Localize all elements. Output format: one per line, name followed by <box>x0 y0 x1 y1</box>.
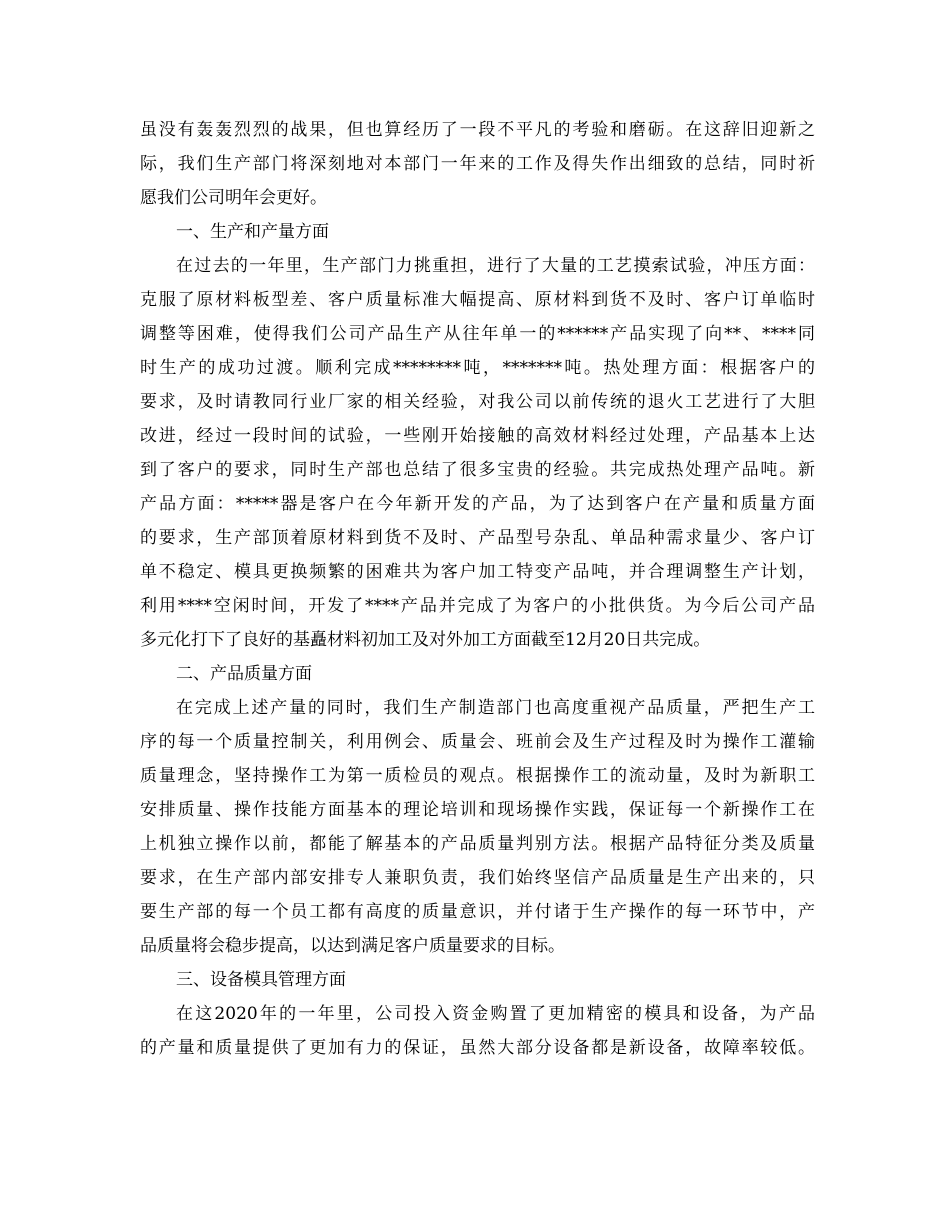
section-heading-production: 一、生产和产量方面 <box>176 222 329 242</box>
body-line: 调整等困难，使得我们公司产品生产从往年单一的******产品实现了向**、****同 <box>140 324 815 344</box>
body-line: 质量理念，坚持操作工为第一质检员的观点。根据操作工的流动量，及时为新职工 <box>140 766 815 786</box>
document-page <box>140 113 815 1065</box>
body-line: 到了客户的要求，同时生产部也总结了很多宝贵的经验。共完成热处理产品吨。新 <box>140 460 815 480</box>
body-line: 的产量和质量提供了更加有力的保证，虽然大部分设备都是新设备，故障率较低。 <box>140 1038 815 1058</box>
body-line: 要求，在生产部内部安排专人兼职负责，我们始终坚信产品质量是生产出来的，只 <box>140 868 815 888</box>
body-line: 利用****空闲时间，开发了****产品并完成了为客户的小批供货。为今后公司产品 <box>140 596 815 616</box>
body-line: 虽没有轰轰烈烈的战果，但也算经历了一段不平凡的考验和磨砺。在这辞旧迎新之 <box>140 120 815 140</box>
body-line: 单不稳定、模具更换频繁的困难共为客户加工特变产品吨，并合理调整生产计划， <box>140 562 815 582</box>
body-line: 际，我们生产部门将深刻地对本部门一年来的工作及得失作出细致的总结，同时祈 <box>140 154 815 174</box>
body-line: 安排质量、操作技能方面基本的理论培训和现场操作实践，保证每一个新操作工在 <box>140 800 815 820</box>
body-line: 的要求，生产部顶着原材料到货不及时、产品型号杂乱、单品种需求量少、客户订 <box>140 528 815 548</box>
body-line: 品质量将会稳步提高，以达到满足客户质量要求的目标。 <box>140 936 565 956</box>
section-heading-equipment: 三、设备模具管理方面 <box>176 970 346 990</box>
body-line: 要求，及时请教同行业厂家的相关经验，对我公司以前传统的退火工艺进行了大胆 <box>140 392 815 412</box>
body-line: 多元化打下了良好的基矗材料初加工及对外加工方面截至12月20日共完成。 <box>140 630 711 650</box>
body-line: 要生产部的每一个员工都有高度的质量意识，并付诸于生产操作的每一环节中，产 <box>140 902 815 922</box>
body-line: 在这2020年的一年里，公司投入资金购置了更加精密的模具和设备，为产品 <box>176 1004 815 1024</box>
body-line: 克服了原材料板型差、客户质量标准大幅提高、原材料到货不及时、客户订单临时 <box>140 290 815 310</box>
body-line: 愿我们公司明年会更好。 <box>140 188 327 208</box>
body-line: 产品方面：*****器是客户在今年新开发的产品，为了达到客户在产量和质量方面 <box>140 494 815 514</box>
body-line: 序的每一个质量控制关，利用例会、质量会、班前会及生产过程及时为操作工灌输 <box>140 732 815 752</box>
body-line: 改进，经过一段时间的试验，一些刚开始接触的高效材料经过处理，产品基本上达 <box>140 426 815 446</box>
body-line: 时生产的成功过渡。顺利完成********吨，*******吨。热处理方面：根据客户的 <box>140 358 815 378</box>
body-line: 上机独立操作以前，都能了解基本的产品质量判别方法。根据产品特征分类及质量 <box>140 834 815 854</box>
section-heading-quality: 二、产品质量方面 <box>176 664 312 684</box>
body-line: 在过去的一年里，生产部门力挑重担，进行了大量的工艺摸索试验，冲压方面： <box>176 256 815 276</box>
body-line: 在完成上述产量的同时，我们生产制造部门也高度重视产品质量，严把生产工 <box>176 698 815 718</box>
